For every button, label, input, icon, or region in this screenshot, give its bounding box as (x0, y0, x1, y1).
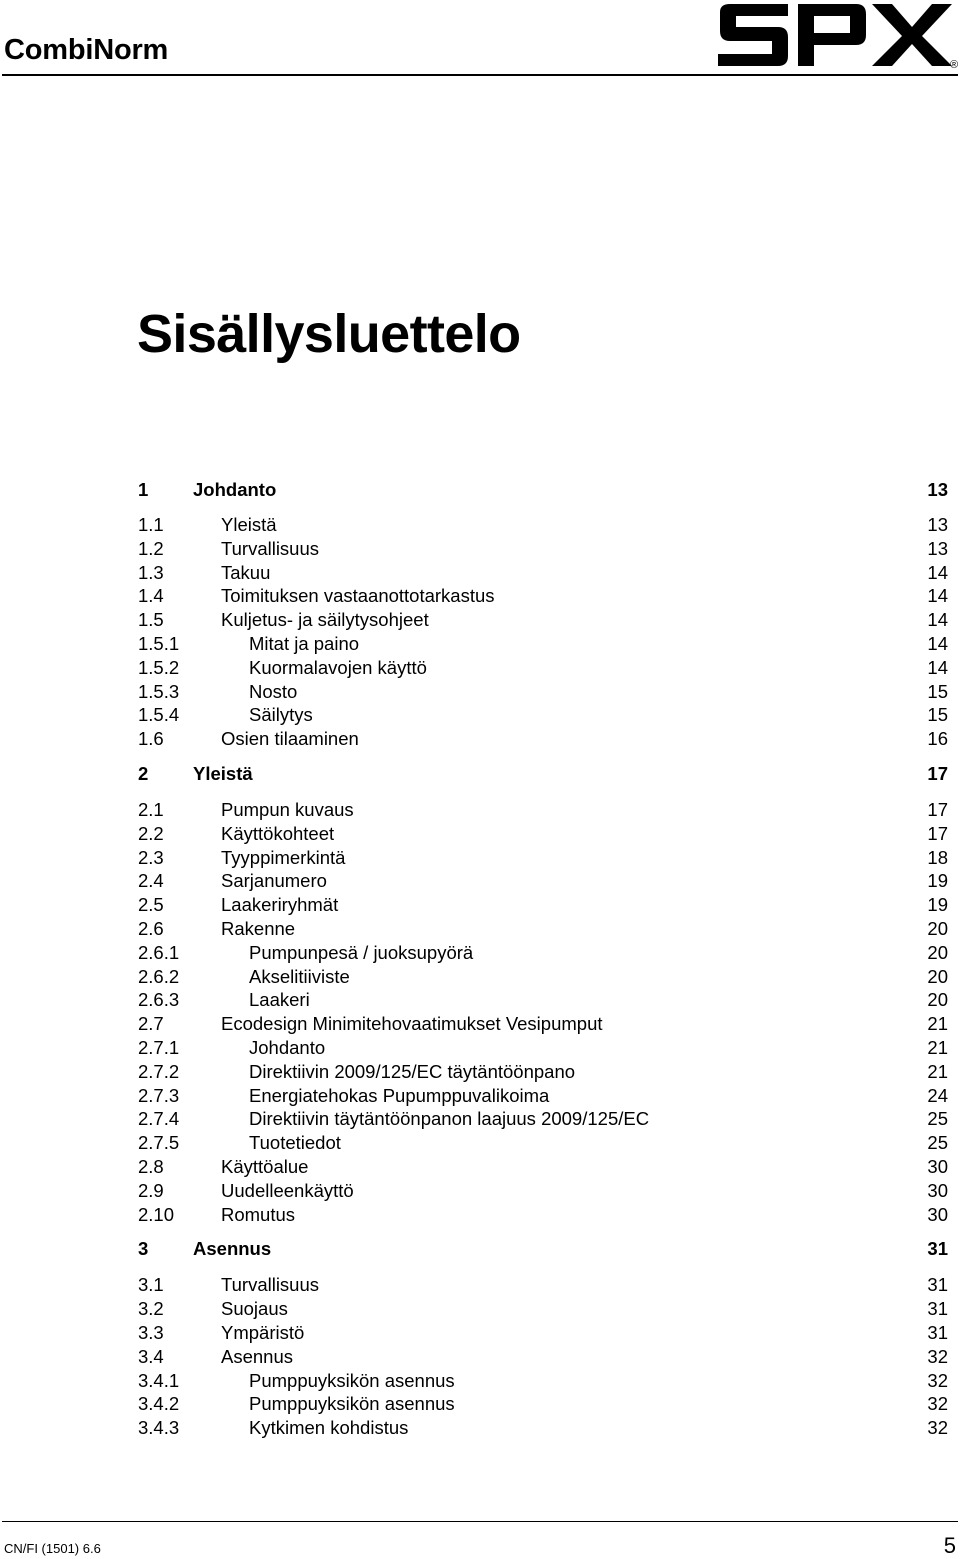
toc-chapter-page: 17 (927, 762, 948, 784)
toc-entry[interactable] (138, 703, 948, 727)
toc-entry-title: Akselitiiviste (249, 965, 350, 987)
toc-entry-page: 19 (927, 894, 948, 916)
toc-entry-page: 21 (927, 1036, 948, 1058)
toc-entry-page: 16 (927, 728, 948, 750)
toc-entry[interactable] (138, 1036, 948, 1060)
toc-chapter-num: 1 (138, 479, 149, 500)
toc-entry-title: Ecodesign Minimitehovaatimukset Vesipumput (221, 1013, 603, 1035)
toc-entry-page: 14 (927, 656, 948, 678)
toc-entry[interactable] (138, 561, 948, 585)
toc-entry-title: Pumpunpesä / juoksupyörä (249, 941, 474, 963)
toc-entry-num: 2.9 (138, 1179, 164, 1201)
toc-entry[interactable] (138, 1131, 948, 1155)
logo-letter-x (872, 4, 952, 66)
toc-entry[interactable] (138, 1084, 948, 1108)
toc-entry[interactable] (138, 941, 948, 965)
toc-entry-page: 30 (927, 1203, 948, 1225)
toc-entry-num: 3.4.2 (138, 1393, 180, 1415)
toc-entry-num: 1.6 (138, 728, 164, 750)
toc-entry[interactable] (138, 1416, 948, 1440)
toc-entry-num: 2.1 (138, 798, 164, 820)
toc-entry[interactable] (138, 822, 948, 846)
toc-entry-page: 32 (927, 1345, 948, 1367)
toc-entry-num: 2.7.1 (138, 1036, 180, 1058)
toc-entry[interactable] (138, 1060, 948, 1084)
toc-entry-page: 25 (927, 1108, 948, 1130)
toc-entry-title: Asennus (221, 1345, 293, 1367)
toc-entry[interactable] (138, 680, 948, 704)
logo-letter-s (718, 4, 788, 66)
toc-entry[interactable] (138, 1369, 948, 1393)
toc-entry-num: 3.3 (138, 1321, 164, 1343)
toc-entry-title: Käyttökohteet (221, 822, 335, 844)
toc-entry-num: 1.2 (138, 537, 164, 559)
toc-entry-title: Energiatehokas Pupumppuvalikoima (249, 1084, 550, 1106)
toc-entry-num: 2.8 (138, 1155, 164, 1177)
toc-chapter-title: Asennus (193, 1238, 272, 1260)
toc-entry-page: 31 (927, 1298, 948, 1320)
toc-chapter-page: 13 (927, 479, 948, 500)
footer-page-number: 5 (943, 1533, 956, 1558)
toc-entry-page: 13 (927, 514, 948, 535)
toc-entry-page: 15 (927, 704, 948, 726)
table-of-contents (138, 478, 948, 1440)
toc-entry-num: 2.5 (138, 894, 164, 916)
registered-mark: ® (950, 59, 959, 68)
toc-entry-num: 2.7.4 (138, 1108, 180, 1130)
toc-entry-num: 3.2 (138, 1298, 164, 1320)
toc-entry-title: Laakeri (249, 989, 310, 1011)
toc-entry[interactable] (138, 656, 948, 680)
toc-entry-title: Mitat ja paino (249, 632, 360, 654)
toc-entry-page: 30 (927, 1155, 948, 1177)
toc-entry-num: 1.4 (138, 585, 164, 607)
toc-entry[interactable] (138, 513, 948, 537)
toc-entry-num: 2.6.3 (138, 989, 180, 1011)
toc-entry-page: 18 (927, 846, 948, 868)
toc-entry-title: Direktiivin täytäntöönpanon laajuus 2009/125/EC (249, 1108, 650, 1130)
toc-chapter-num: 3 (138, 1238, 149, 1260)
toc-entry[interactable] (138, 798, 948, 822)
toc-entry-page: 32 (927, 1417, 948, 1439)
toc-entry-page: 31 (927, 1321, 948, 1343)
logo-letter-p (798, 4, 866, 66)
toc-entry[interactable] (138, 1107, 948, 1131)
toc-entry-page: 30 (927, 1179, 948, 1201)
toc-entry-page: 20 (927, 989, 948, 1011)
toc-chapter[interactable] (138, 1237, 948, 1261)
toc-entry[interactable] (138, 632, 948, 656)
toc-entry[interactable] (138, 965, 948, 989)
toc-chapter-title: Yleistä (193, 762, 253, 784)
toc-entry-title: Laakeriryhmät (221, 894, 339, 916)
toc-entry-page: 14 (927, 561, 948, 583)
document-title: CombiNorm (4, 34, 169, 66)
toc-entry[interactable] (138, 893, 948, 917)
toc-entry-page: 14 (927, 585, 948, 607)
toc-entry-num: 2.6 (138, 917, 164, 939)
toc-entry-title: Turvallisuus (221, 537, 320, 559)
toc-entry-title: Osien tilaaminen (221, 728, 359, 750)
toc-entry-page: 19 (927, 870, 948, 892)
toc-entry-title: Kuormalavojen käyttö (249, 656, 427, 678)
toc-entry[interactable] (138, 1345, 948, 1369)
toc-entry[interactable] (138, 1155, 948, 1179)
toc-entry-title: Pumppuyksikön asennus (249, 1393, 455, 1415)
toc-entry-page: 14 (927, 632, 948, 654)
toc-entry[interactable] (138, 1179, 948, 1203)
toc-entry[interactable] (138, 727, 948, 751)
toc-entry-num: 1.5.4 (138, 704, 180, 726)
spx-logo (716, 2, 960, 68)
toc-entry-title: Pumppuyksikön asennus (249, 1369, 455, 1391)
toc-chapter-page: 31 (927, 1238, 948, 1260)
toc-entry-title: Direktiivin 2009/125/EC täytäntöönpano (249, 1060, 576, 1082)
toc-entry-num: 1.5 (138, 609, 164, 631)
toc-entry-title: Uudelleenkäyttö (221, 1179, 354, 1201)
toc-entry-title: Tyyppimerkintä (221, 846, 346, 868)
toc-entry[interactable] (138, 1273, 948, 1297)
toc-entry[interactable] (138, 1297, 948, 1321)
toc-entry[interactable] (138, 608, 948, 632)
toc-entry-num: 2.2 (138, 822, 164, 844)
toc-entry-title: Sarjanumero (221, 870, 327, 892)
toc-entry-num: 1.5.3 (138, 680, 180, 702)
toc-entry-num: 3.4.3 (138, 1417, 180, 1439)
toc-entry-num: 2.7.3 (138, 1084, 180, 1106)
toc-entry-title: Säilytys (249, 704, 313, 726)
page-heading: Sisällysluettelo (137, 304, 521, 364)
toc-entry-title: Kuljetus- ja säilytysohjeet (221, 609, 429, 631)
toc-entry-title: Kytkimen kohdistus (249, 1417, 409, 1439)
toc-entry-num: 2.3 (138, 846, 164, 868)
toc-entry-title: Johdanto (249, 1036, 326, 1058)
toc-entry-page: 21 (927, 1060, 948, 1082)
toc-entry-num: 3.4.1 (138, 1369, 180, 1391)
toc-entry-num: 2.6.1 (138, 941, 180, 963)
toc-entry-title: Rakenne (221, 917, 296, 939)
toc-entry-num: 2.7 (138, 1013, 164, 1035)
toc-entry-num: 1.3 (138, 561, 164, 583)
toc-entry-title: Tuotetiedot (249, 1132, 341, 1154)
header-rule (2, 74, 958, 76)
toc-entry[interactable] (138, 917, 948, 941)
toc-entry-num: 3.1 (138, 1274, 164, 1296)
footer-rule (2, 1521, 958, 1522)
toc-entry-page: 21 (927, 1013, 948, 1035)
toc-entry-num: 2.7.5 (138, 1132, 180, 1154)
toc-entry-title: Käyttöalue (221, 1155, 309, 1177)
toc-entry[interactable] (138, 537, 948, 561)
toc-entry-page: 24 (927, 1084, 948, 1106)
toc-entry-page: 13 (927, 537, 948, 559)
toc-chapter-num: 2 (138, 762, 149, 784)
toc-entry-title: Pumpun kuvaus (221, 798, 354, 820)
toc-entry-num: 2.6.2 (138, 965, 180, 987)
toc-entry-page: 20 (927, 965, 948, 987)
footer-document-code: CN/FI (1501) 6.6 (4, 1541, 101, 1556)
toc-entry-page: 15 (927, 680, 948, 702)
toc-entry-num: 1.5.1 (138, 632, 180, 654)
toc-entry-title: Toimituksen vastaanottotarkastus (221, 585, 495, 607)
toc-entry-page: 25 (927, 1132, 948, 1154)
toc-entry-num: 1.1 (138, 514, 164, 535)
toc-entry-num: 2.10 (138, 1203, 175, 1225)
toc-entry-page: 31 (927, 1274, 948, 1296)
toc-entry-num: 2.4 (138, 870, 164, 892)
toc-entry-page: 20 (927, 941, 948, 963)
toc-entry-title: Nosto (249, 680, 298, 702)
toc-entry-num: 3.4 (138, 1345, 164, 1367)
toc-entry-page: 14 (927, 609, 948, 631)
toc-entry[interactable] (138, 1012, 948, 1036)
toc-entry[interactable] (138, 1203, 948, 1227)
toc-chapter[interactable] (138, 478, 948, 502)
toc-entry[interactable] (138, 988, 948, 1012)
toc-entry-num: 2.7.2 (138, 1060, 180, 1082)
toc-entry[interactable] (138, 1321, 948, 1345)
toc-entry-page: 17 (927, 798, 948, 820)
toc-entry-title: Ympäristö (221, 1321, 305, 1343)
toc-chapter[interactable] (138, 762, 948, 786)
toc-entry-num: 1.5.2 (138, 656, 180, 678)
toc-entry[interactable] (138, 846, 948, 870)
toc-entry-title: Takuu (221, 561, 271, 583)
toc-entry-page: 20 (927, 917, 948, 939)
toc-chapter-title: Johdanto (193, 479, 277, 500)
toc-entry-page: 32 (927, 1369, 948, 1391)
toc-entry-page: 32 (927, 1393, 948, 1415)
toc-entry[interactable] (138, 584, 948, 608)
toc-entry[interactable] (138, 1392, 948, 1416)
toc-entry-title: Suojaus (221, 1298, 288, 1320)
toc-entry-page: 17 (927, 822, 948, 844)
toc-entry[interactable] (138, 869, 948, 893)
toc-entry-title: Yleistä (221, 514, 277, 535)
toc-entry-title: Romutus (221, 1203, 296, 1225)
toc-entry-title: Turvallisuus (221, 1274, 320, 1296)
